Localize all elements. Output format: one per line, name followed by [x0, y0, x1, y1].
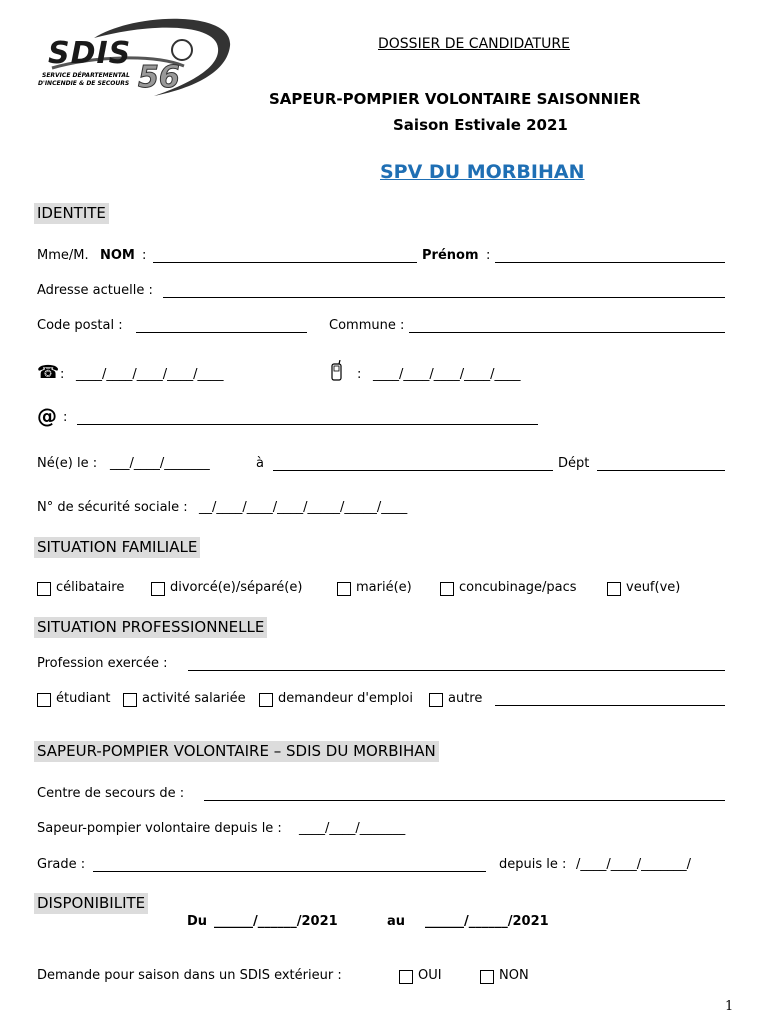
checkbox-veuf[interactable]	[607, 582, 621, 596]
mme-m-label: Mme/M.	[37, 248, 89, 263]
centre-field[interactable]	[204, 800, 725, 801]
option-veuf: veuf(ve)	[626, 580, 681, 595]
dept-field[interactable]	[597, 470, 725, 471]
nom-field[interactable]	[153, 262, 417, 263]
email-field[interactable]	[77, 424, 538, 425]
ne-le-label: Né(e) le :	[37, 456, 98, 471]
code-postal-field[interactable]	[136, 332, 307, 333]
a-label: à	[256, 456, 264, 471]
au-field[interactable]: ______/______/2021	[425, 914, 549, 929]
checkbox-oui[interactable]	[399, 970, 413, 984]
doc-type: DOSSIER DE CANDIDATURE	[378, 36, 570, 52]
helmet-icon	[172, 40, 192, 60]
email-icon: @	[37, 404, 57, 428]
page-title: SAPEUR-POMPIER VOLONTAIRE SAISONNIER	[269, 90, 641, 108]
option-demandeur: demandeur d'emploi	[278, 691, 414, 706]
logo	[34, 16, 239, 100]
phone-icon: ☎	[37, 362, 60, 383]
centre-label: Centre de secours de :	[37, 786, 185, 801]
adresse-field[interactable]	[163, 297, 725, 298]
autre-field[interactable]	[495, 705, 725, 706]
checkbox-non[interactable]	[480, 970, 494, 984]
grade-label: Grade :	[37, 857, 86, 872]
prenom-label: Prénom	[422, 248, 479, 263]
nom-label: NOM	[100, 248, 135, 263]
code-postal-label: Code postal :	[37, 318, 123, 333]
checkbox-marie[interactable]	[337, 582, 351, 596]
checkbox-demandeur[interactable]	[259, 693, 273, 707]
demande-label: Demande pour saison dans un SDIS extérieur :	[37, 968, 342, 983]
logo-sub2: D'INCENDIE & DE SECOURS	[38, 80, 130, 87]
option-concubinage: concubinage/pacs	[459, 580, 577, 595]
au-label: au	[387, 914, 406, 929]
grade-depuis-label: depuis le :	[499, 857, 567, 872]
commune-field[interactable]	[409, 332, 725, 333]
mobile-sep: :	[357, 367, 362, 382]
grade-depuis-field[interactable]: /____/____/_______/	[576, 857, 692, 872]
option-etudiant: étudiant	[56, 691, 111, 706]
checkbox-etudiant[interactable]	[37, 693, 51, 707]
option-marie: marié(e)	[356, 580, 412, 595]
checkbox-concubinage[interactable]	[440, 582, 454, 596]
section-spv: SAPEUR-POMPIER VOLONTAIRE – SDIS DU MORBIHAN	[34, 741, 439, 762]
section-pro: SITUATION PROFESSIONNELLE	[34, 617, 267, 638]
spv-depuis-label: Sapeur-pompier volontaire depuis le :	[37, 821, 282, 836]
secu-field[interactable]: __/____/____/____/_____/_____/____	[199, 500, 408, 515]
email-sep: :	[63, 410, 68, 425]
mobile-field[interactable]: ____/____/____/____/____	[373, 367, 521, 382]
phone-field[interactable]: ____/____/____/____/____	[76, 367, 224, 382]
page-number: 1	[725, 999, 734, 1014]
option-oui: OUI	[418, 968, 442, 983]
phone-sep: :	[60, 367, 65, 382]
logo-text: SDIS	[48, 36, 132, 71]
prenom-field[interactable]	[495, 262, 725, 263]
option-celibataire: célibataire	[56, 580, 125, 595]
checkbox-autre[interactable]	[429, 693, 443, 707]
adresse-label: Adresse actuelle :	[37, 283, 153, 298]
option-autre: autre	[448, 691, 483, 706]
du-label: Du	[187, 914, 208, 929]
secu-label: N° de sécurité sociale :	[37, 500, 188, 515]
page-subtitle: Saison Estivale 2021	[393, 116, 568, 134]
option-divorce: divorcé(e)/séparé(e)	[170, 580, 303, 595]
checkbox-celibataire[interactable]	[37, 582, 51, 596]
logo-number: 56	[138, 60, 180, 95]
option-non: NON	[499, 968, 529, 983]
profession-field[interactable]	[188, 670, 725, 671]
grade-field[interactable]	[93, 871, 486, 872]
section-dispo: DISPONIBILITE	[34, 893, 148, 914]
dept-label: Dépt	[558, 456, 590, 471]
prenom-colon: :	[486, 248, 491, 263]
birth-place-field[interactable]	[273, 470, 553, 471]
checkbox-salarie[interactable]	[123, 693, 137, 707]
logo-sub1: SERVICE DÉPARTEMENTAL	[42, 72, 130, 79]
birth-date-field[interactable]: ___/____/_______	[110, 456, 210, 471]
option-salarie: activité salariée	[142, 691, 246, 706]
checkbox-divorce[interactable]	[151, 582, 165, 596]
profession-label: Profession exercée :	[37, 656, 168, 671]
section-famille: SITUATION FAMILIALE	[34, 537, 200, 558]
section-identite: IDENTITE	[34, 203, 109, 224]
spv-depuis-field[interactable]: ____/____/_______	[299, 821, 406, 836]
commune-label: Commune :	[329, 318, 405, 333]
nom-colon: :	[142, 248, 147, 263]
org-title: SPV DU MORBIHAN	[380, 161, 585, 183]
du-field[interactable]: ______/______/2021	[214, 914, 338, 929]
mobile-phone-icon	[330, 360, 344, 382]
